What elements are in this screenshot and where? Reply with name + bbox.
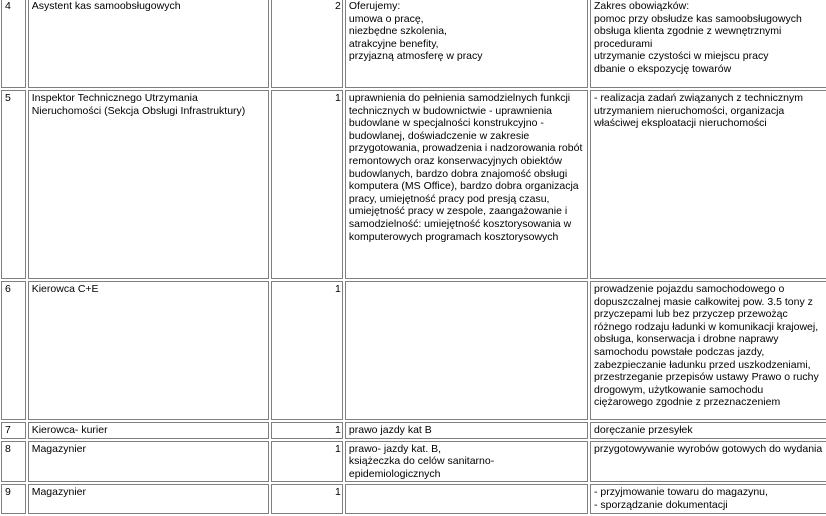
position-name: Asystent kas samoobsługowych	[28, 0, 269, 88]
position-name: Inspektor Technicznego Utrzymania Nieruchomości (Sekcja Obsługi Infrastruktury)	[28, 90, 269, 279]
position-name: Magazynier	[28, 441, 269, 483]
duties-cell: przygotowywanie wyrobów gotowych do wydania	[590, 441, 826, 483]
duties-cell: Zakres obowiązków: pomoc przy obsłudze kas samoobsługowych obsługa klienta zgodnie z wewnętrznymi procedurami utrzymanie czystości w miejscu pracy dbanie o ekspozycję towarów	[590, 0, 826, 88]
position-name: Kierowca- kurier	[28, 422, 269, 439]
requirements-cell: uprawnienia do pełnienia samodzielnych funkcji technicznych w budownictwie - uprawnienia budowlane w specjalności konstrukcyjno - budowlanej, doświadczenie w zakresie przygotowania, prowadzenia i nadzorowania robót remontowych oraz konserwacyjnych obiektów budowlanych, bardzo dobra znajomość obsługi komputera (MS Office), bardzo dobra organizacja pracy, umiejętność pracy pod presją czasu, umiejętność pracy w zespole, zaangażowanie i samodzielność: umiejętność kosztorysowania w komputerowych programach kosztorysowych	[345, 90, 588, 279]
position-name: Magazynier	[28, 484, 269, 513]
row-number: 5	[1, 90, 26, 279]
row-number: 7	[1, 422, 26, 439]
position-count: 1	[271, 281, 343, 420]
table-row	[1, 281, 826, 420]
position-count: 2	[271, 0, 343, 88]
position-name: Kierowca C+E	[28, 281, 269, 420]
table-row	[1, 484, 826, 513]
position-count: 1	[271, 484, 343, 513]
duties-cell: - realizacja zadań związanych z technicznym utrzymaniem nieruchomości, organizacja właściwej eksploatacji nieruchomości	[590, 90, 826, 279]
row-number: 8	[1, 441, 26, 483]
row-number: 4	[1, 0, 26, 88]
row-number: 6	[1, 281, 26, 420]
position-count: 1	[271, 422, 343, 439]
table-row	[1, 90, 826, 279]
duties-cell: doręczanie przesyłek	[590, 422, 826, 439]
row-number: 9	[1, 484, 26, 513]
duties-cell: prowadzenie pojazdu samochodowego o dopuszczalnej masie całkowitej pow. 3.5 tony z przyczepami lub bez przyczep przewożąc różnego rodzaju ładunki w komunikacji krajowej, obsługa, konserwacja i drobne naprawy samochodu powstałe podczas jazdy, zabezpieczanie ładunku przed uszkodzeniami, przestrzeganie przepisów ustawy Prawo o ruchy drogowym, użytkowanie samochodu ciężarowego zgodnie z przeznaczeniem	[590, 281, 826, 420]
requirements-cell	[345, 281, 588, 420]
requirements-cell: prawo jazdy kat B	[345, 422, 588, 439]
duties-cell: - przyjmowanie towaru do magazynu, - sporządzanie dokumentacji	[590, 484, 826, 513]
position-count: 1	[271, 90, 343, 279]
position-count: 1	[271, 441, 343, 483]
table-row	[1, 422, 826, 439]
requirements-cell	[345, 484, 588, 513]
table-row	[1, 0, 826, 88]
requirements-cell: Oferujemy: umowa o pracę, niezbędne szkolenia, atrakcyjne benefity, przyjazną atmosferę w pracy	[345, 0, 588, 88]
table-row	[1, 441, 826, 483]
requirements-cell: prawo- jazdy kat. B, książeczka do celów sanitarno-epidemiologicznych	[345, 441, 588, 483]
